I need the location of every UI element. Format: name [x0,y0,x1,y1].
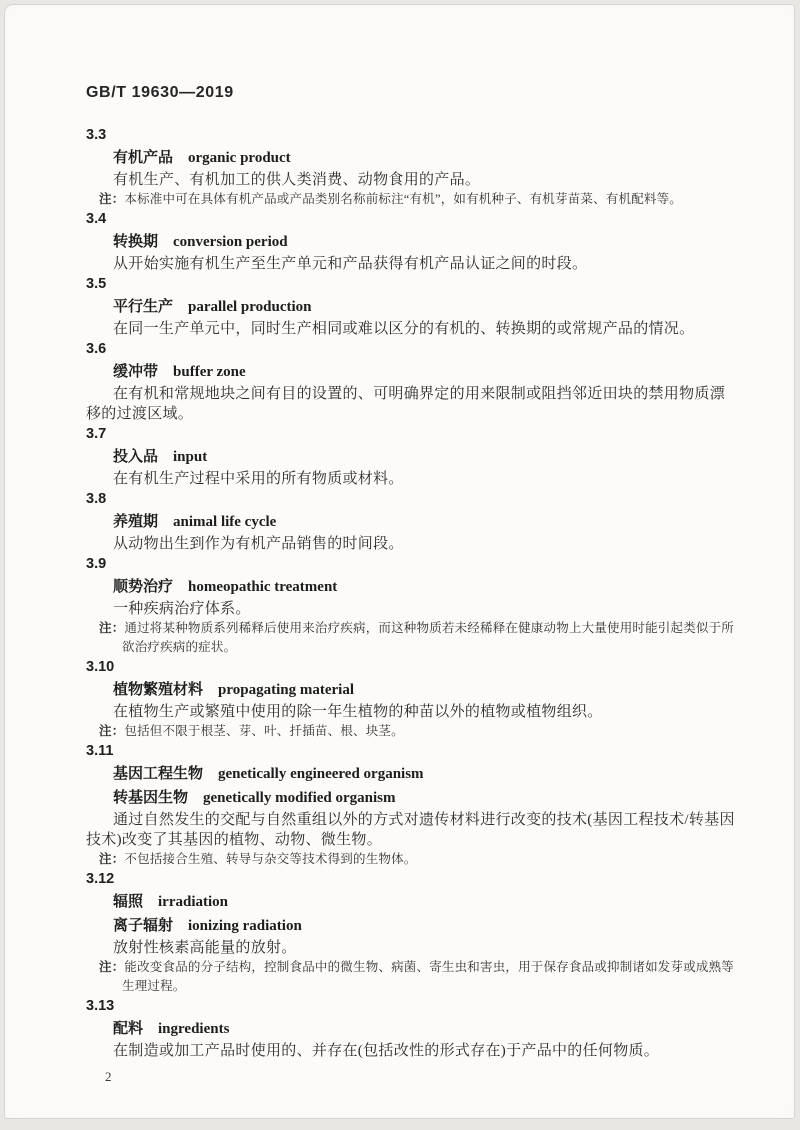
term-line [86,360,736,384]
definition: 在同一生产单元中，同时生产相同或难以区分的有机的、转换期的或常规产品的情况。 [113,321,695,337]
terms-sections [86,125,736,1061]
term-zh: 转基因生物 [113,789,189,806]
section-number: 3.7 [86,426,107,442]
term-zh: 缓冲带 [113,363,159,380]
term-section-3-5 [86,274,736,339]
term-line [86,762,736,786]
term-zh: 配料 [113,1020,144,1037]
section-number: 3.8 [86,491,107,507]
term-line [86,510,736,534]
note-text: 能改变食品的分子结构，控制食品中的微生物、病菌、寄生虫和害虫，用于保存食品或抑制诸如发芽或成熟等生理过程。 [122,960,735,993]
section-number: 3.5 [86,276,107,292]
term-section-3-7 [86,424,736,489]
term-en: buffer zone [173,364,246,380]
term-en: organic product [188,150,291,166]
term-line [86,786,736,810]
term-line [86,445,736,469]
term-section-3-4 [86,209,736,274]
section-number: 3.4 [86,211,107,227]
term-line [86,146,736,170]
note [99,619,736,657]
term-zh: 离子辐射 [113,917,174,934]
note-text: 本标准中可在具体有机产品或产品类别名称前标注“有机”，如有机种子、有机芽苗菜、有机配料等。 [124,192,683,206]
term-en: propagating material [218,682,354,698]
term-en: ionizing radiation [188,918,302,934]
note-text: 包括但不限于根茎、芽、叶、扦插苗、根、块茎。 [124,724,404,738]
term-en: irradiation [158,894,229,910]
note-label: 注： [99,621,125,635]
term-line [86,295,736,319]
note-label: 注： [99,724,125,738]
term-en: input [173,449,208,465]
note-text: 不包括接合生殖、转导与杂交等技术得到的生物体。 [124,852,417,866]
term-zh: 养殖期 [113,513,159,530]
section-number: 3.9 [86,556,107,572]
term-zh: 平行生产 [113,298,174,315]
definition: 从动物出生到作为有机产品销售的时间段。 [113,536,404,552]
term-en: ingredients [158,1021,230,1037]
term-section-3-13 [86,996,736,1061]
page-content [86,83,736,1086]
note [99,850,736,869]
definition: 一种疾病治疗体系。 [113,601,251,617]
note [99,722,736,741]
definition: 有机生产、有机加工的供人类消费、动物食用的产品。 [113,172,481,188]
definition: 放射性核素高能量的放射。 [113,940,297,956]
note-text: 通过将某种物质系列稀释后使用来治疗疾病，而这种物质若未经稀释在健康动物上大量使用时能引起类似于所欲治疗疾病的症状。 [122,621,735,654]
term-section-3-6 [86,339,736,424]
note-label: 注： [99,960,125,974]
term-section-3-11 [86,741,736,869]
term-zh: 顺势治疗 [113,578,174,595]
section-number: 3.11 [86,743,114,759]
term-line [86,678,736,702]
term-zh: 有机产品 [113,149,174,166]
term-line [86,890,736,914]
term-en: genetically engineered organism [218,766,424,782]
definition: 通过自然发生的交配与自然重组以外的方式对遗传材料进行改变的技术(基因工程技术/转基因技术)改变了其基因的植物、动物、微生物。 [86,812,735,848]
term-section-3-9 [86,554,736,657]
term-en: parallel production [188,299,312,315]
section-number: 3.12 [86,871,115,887]
term-zh: 投入品 [113,448,159,465]
term-section-3-10 [86,657,736,741]
term-en: homeopathic treatment [188,579,338,595]
term-section-3-12 [86,869,736,996]
term-section-3-8 [86,489,736,554]
term-en: genetically modified organism [203,790,396,806]
term-line [86,230,736,254]
page-number: 2 [105,1069,112,1084]
definition: 从开始实施有机生产至生产单元和产品获得有机产品认证之间的时段。 [113,256,588,272]
note-label: 注： [99,852,125,866]
note [99,190,736,209]
definition: 在植物生产或繁殖中使用的除一年生植物的种苗以外的植物或植物组织。 [113,704,603,720]
note [99,958,736,996]
definition: 在有机和常规地块之间有目的设置的、可明确界定的用来限制或阻挡邻近田块的禁用物质漂移的过渡区域。 [86,386,726,422]
section-number: 3.10 [86,659,115,675]
section-number: 3.6 [86,341,107,357]
term-line [86,914,736,938]
term-en: animal life cycle [173,514,277,530]
section-number: 3.3 [86,127,107,143]
definition: 在制造或加工产品时使用的、并存在(包括改性的形式存在)于产品中的任何物质。 [113,1043,660,1059]
term-section-3-3 [86,125,736,209]
term-zh: 辐照 [113,893,144,910]
term-zh: 植物繁殖材料 [113,681,204,698]
term-line [86,575,736,599]
term-zh: 转换期 [113,233,159,250]
document-page [4,4,795,1119]
definition: 在有机生产过程中采用的所有物质或材料。 [113,471,404,487]
section-number: 3.13 [86,998,115,1014]
standard-number-header: GB/T 19630—2019 [86,84,234,101]
term-line [86,1017,736,1041]
note-label: 注： [99,192,125,206]
term-en: conversion period [173,234,288,250]
term-zh: 基因工程生物 [113,765,204,782]
